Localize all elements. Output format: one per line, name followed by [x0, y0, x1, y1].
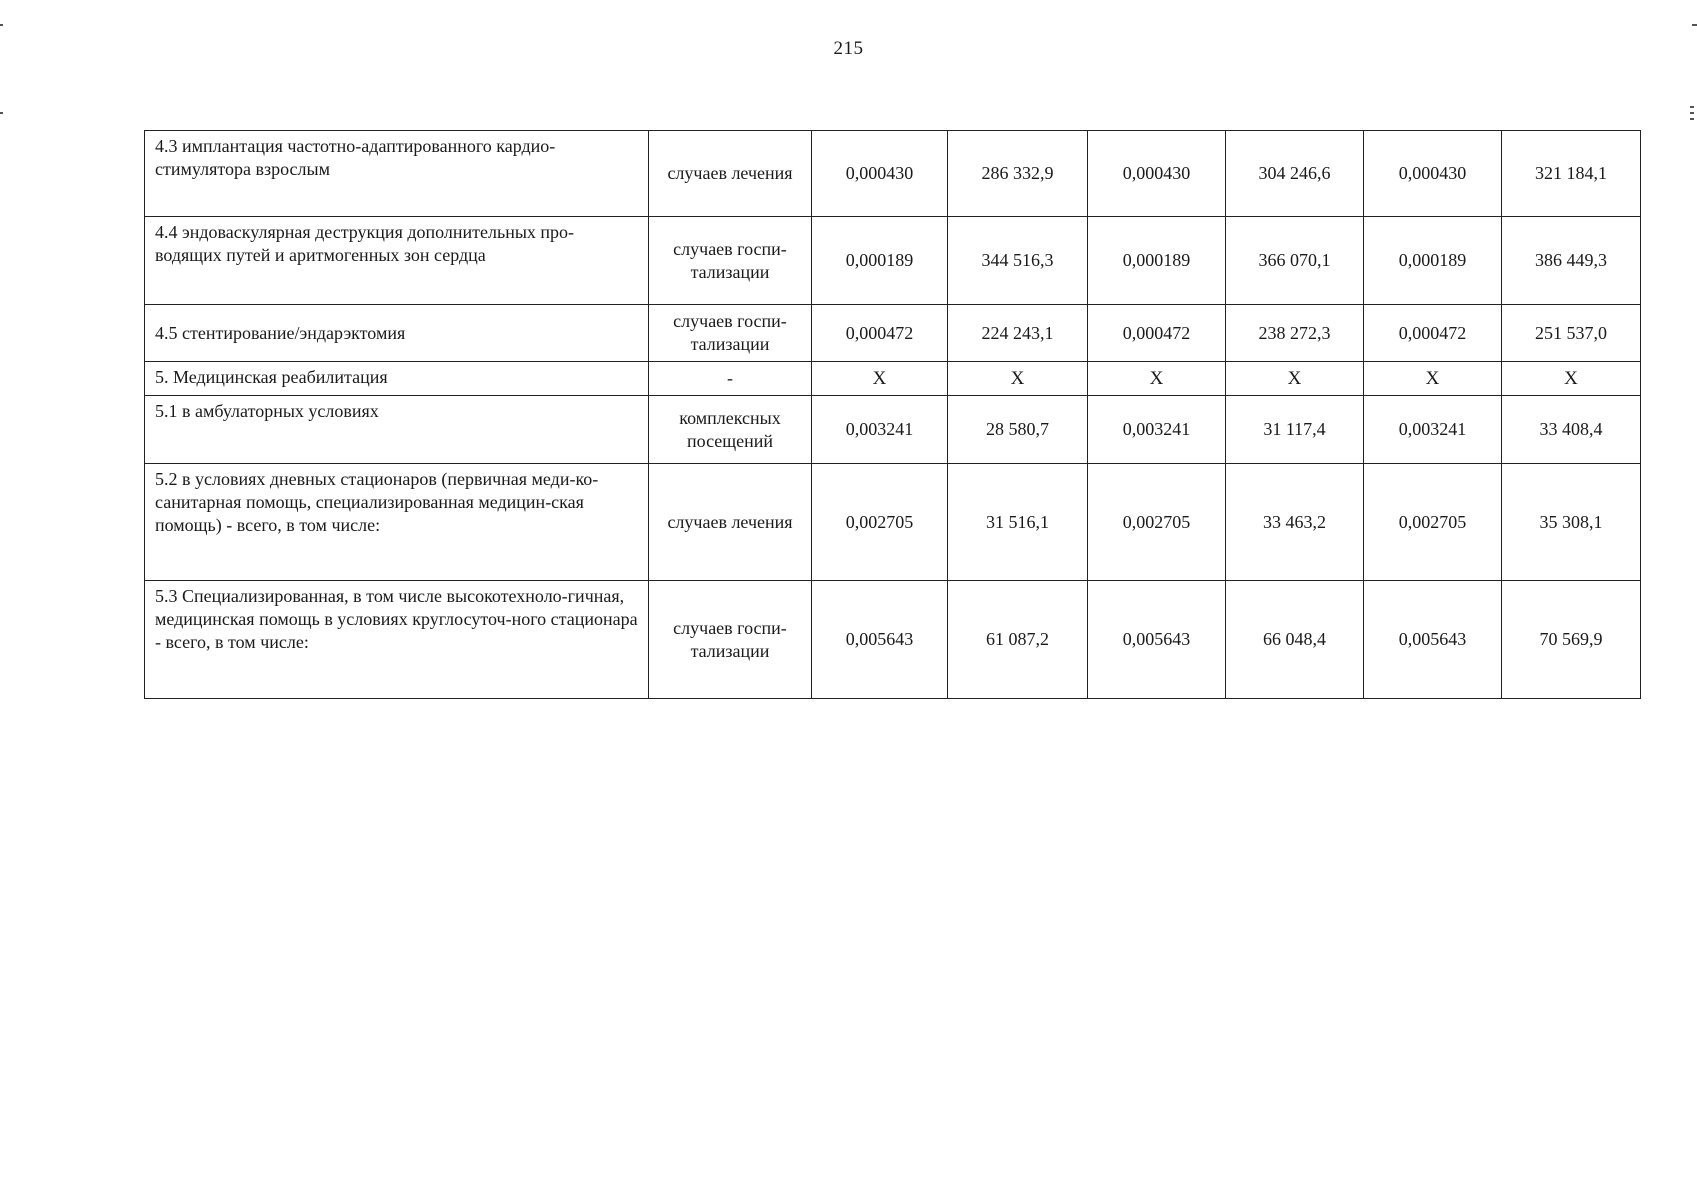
row-value: 304 246,6	[1226, 131, 1364, 217]
table-row	[145, 217, 1641, 305]
row-value: 0,005643	[1088, 581, 1226, 699]
row-value: X	[948, 362, 1088, 396]
row-value: 321 184,1	[1502, 131, 1641, 217]
row-value: 0,000472	[1364, 305, 1502, 362]
row-unit: комплексных посещений	[649, 396, 812, 464]
row-value: X	[1088, 362, 1226, 396]
row-name: 4.4 эндоваскулярная деструкция дополнительных про-водящих путей и аритмогенных зон сердца	[145, 217, 649, 305]
row-value: 0,000430	[1364, 131, 1502, 217]
row-unit: случаев лечения	[649, 131, 812, 217]
row-value: 31 117,4	[1226, 396, 1364, 464]
row-value: 0,000472	[812, 305, 948, 362]
row-value: 28 580,7	[948, 396, 1088, 464]
row-value: X	[1226, 362, 1364, 396]
table-row	[145, 464, 1641, 581]
row-name: 5. Медицинская реабилитация	[145, 362, 649, 396]
row-value: 0,003241	[812, 396, 948, 464]
row-value: X	[812, 362, 948, 396]
scan-edge-mark	[1690, 106, 1694, 108]
table-row	[145, 396, 1641, 464]
table-row	[145, 581, 1641, 699]
row-value: X	[1502, 362, 1641, 396]
row-name: 5.2 в условиях дневных стационаров (первичная меди-ко-санитарная помощь, специализированная медицин-ская помощь) - всего, в том числе:	[145, 464, 649, 581]
row-value: 0,003241	[1088, 396, 1226, 464]
scan-edge-mark	[0, 112, 3, 114]
row-value: 0,000189	[1088, 217, 1226, 305]
row-value: 0,002705	[1088, 464, 1226, 581]
scan-edge-mark	[1692, 24, 1697, 26]
row-value: 0,003241	[1364, 396, 1502, 464]
row-value: 386 449,3	[1502, 217, 1641, 305]
row-name: 5.1 в амбулаторных условиях	[145, 396, 649, 464]
scan-edge-mark	[1690, 112, 1694, 114]
row-value: 61 087,2	[948, 581, 1088, 699]
row-value: 0,002705	[812, 464, 948, 581]
row-value: 0,000472	[1088, 305, 1226, 362]
row-value: 0,000189	[812, 217, 948, 305]
scan-edge-mark	[0, 24, 3, 26]
row-value: 0,000430	[812, 131, 948, 217]
data-table	[144, 130, 1641, 699]
row-unit: случаев госпи-тализации	[649, 217, 812, 305]
row-name: 5.3 Специализированная, в том числе высокотехноло-гичная, медицинская помощь в условиях круглосуточ-ного стационара - всего, в том числе:	[145, 581, 649, 699]
table-row	[145, 131, 1641, 217]
row-value: 0,000430	[1088, 131, 1226, 217]
row-value: 31 516,1	[948, 464, 1088, 581]
row-value: 238 272,3	[1226, 305, 1364, 362]
table-row	[145, 362, 1641, 396]
row-value: 70 569,9	[1502, 581, 1641, 699]
row-value: 33 463,2	[1226, 464, 1364, 581]
row-name: 4.3 имплантация частотно-адаптированного кардио-стимулятора взрослым	[145, 131, 649, 217]
row-value: 35 308,1	[1502, 464, 1641, 581]
page-number: 215	[833, 38, 864, 59]
row-value: X	[1364, 362, 1502, 396]
row-value: 344 516,3	[948, 217, 1088, 305]
row-value: 66 048,4	[1226, 581, 1364, 699]
row-unit: случаев лечения	[649, 464, 812, 581]
row-unit: -	[649, 362, 812, 396]
scan-edge-mark	[1690, 118, 1694, 120]
row-value: 286 332,9	[948, 131, 1088, 217]
row-value: 0,005643	[1364, 581, 1502, 699]
table-row	[145, 305, 1641, 362]
row-value: 0,005643	[812, 581, 948, 699]
row-unit: случаев госпи-тализации	[649, 581, 812, 699]
row-unit: случаев госпи-тализации	[649, 305, 812, 362]
row-value: 366 070,1	[1226, 217, 1364, 305]
row-value: 33 408,4	[1502, 396, 1641, 464]
row-value: 0,002705	[1364, 464, 1502, 581]
row-name: 4.5 стентирование/эндарэктомия	[145, 305, 649, 362]
row-value: 0,000189	[1364, 217, 1502, 305]
row-value: 224 243,1	[948, 305, 1088, 362]
row-value: 251 537,0	[1502, 305, 1641, 362]
